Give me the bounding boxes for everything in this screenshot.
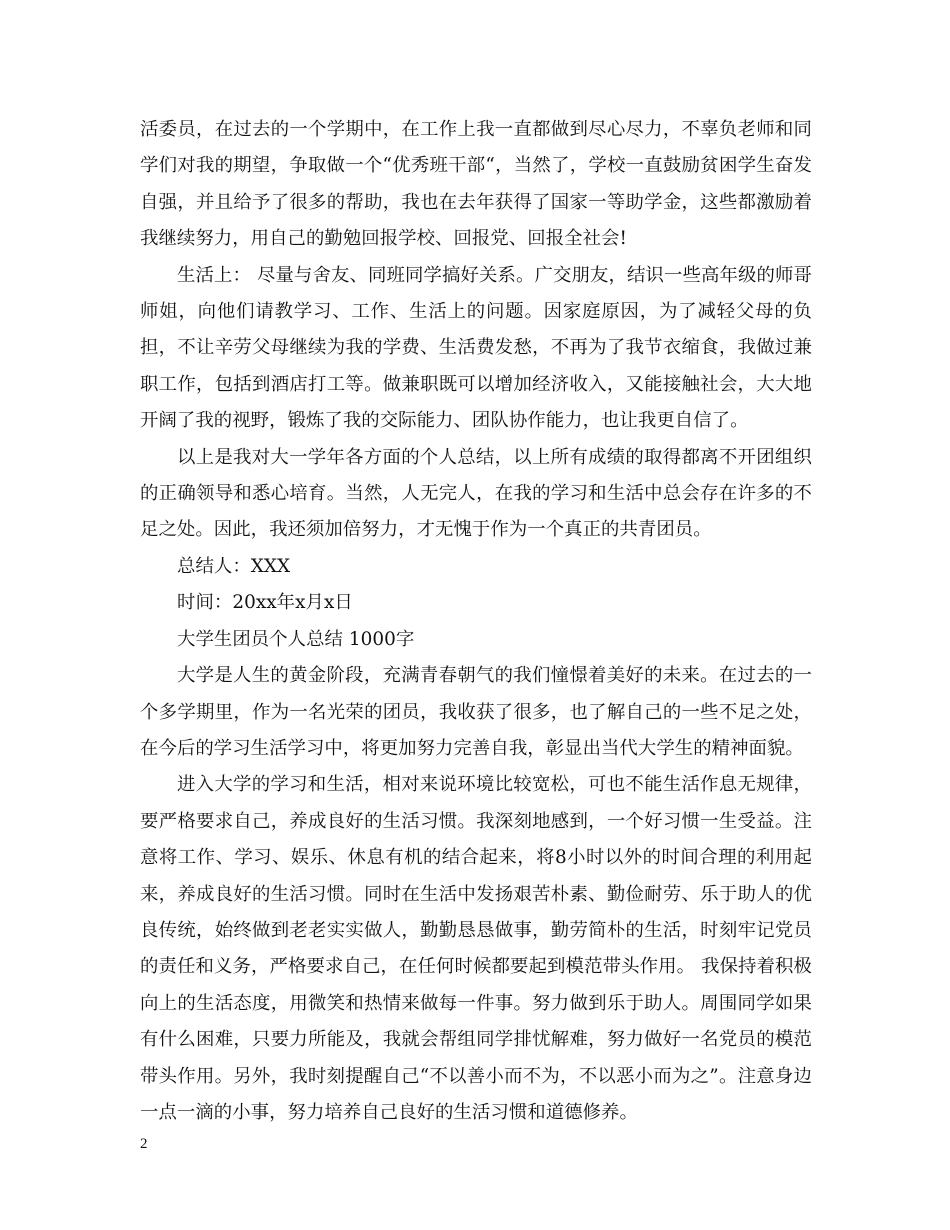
document-body: [140, 112, 812, 1131]
section-title: 大学生团员个人总结 1000字: [177, 628, 415, 650]
paragraph-life: 生活上： 尽量与舍友、同班同学搞好关系。广交朋友，结识一些高年级的师哥师姐，向他们请教学习、工作、生活上的问题。因家庭原因，为了减轻父母的负担，不让辛劳父母继续为我的学费、生活费发愁，不再为了我节衣缩食，我做过兼职工作，包括到酒店打工等。做兼职既可以增加经济收入，又能接触社会，大大地开阔了我的视野，锻炼了我的交际能力、团队协作能力，也让我更自信了。: [140, 264, 812, 432]
paragraph-conclusion: 以上是我对大一学年各方面的个人总结，以上所有成绩的取得都离不开团组织的正确领导和悉心培育。当然，人无完人，在我的学习和生活中总会存在许多的不足之处。因此，我还须加倍努力，才无愧于作为一个真正的共青团员。: [140, 446, 812, 541]
paragraph-continuation: 活委员，在过去的一个学期中，在工作上我一直都做到尽心尽力，不辜负老师和同学们对我的期望，争取做一个“优秀班干部“，当然了，学校一直鼓励贫困学生奋发自强，并且给予了很多的帮助，我也在去年获得了国家一等助学金，这些都激励着我继续努力，用自己的勤勉回报学校、回报党、回报全社会!: [140, 119, 812, 250]
date-line: 时间：20xx年x月x日: [177, 592, 353, 614]
paragraph-habits: 进入大学的学习和生活，相对来说环境比较宽松，可也不能生活作息无规律，要严格要求自己，养成良好的生活习惯。我深刻地感到，一个好习惯一生受益。注意将工作、学习、娱乐、休息有机的结合起来，将8小时以外的时间合理的利用起来，养成良好的生活习惯。同时在生活中发扬艰苦朴素、勤俭耐劳、乐于助人的优良传统，始终做到老老实实做人，勤勤恳恳做事，勤劳简朴的生活，时刻牢记党员的责任和义务，严格要求自己，在任何时候都要起到模范带头作用。 我保持着积极向上的生活态度，用微笑和热情来做每一件事。努力做到乐于助人。周围同学如果有什么困难，只要力所能及，我就会帮组同学排忧解难，努力做好一名党员的模范带头作用。另外，我时刻提醒自己“不以善小而不为，不以恶小而为之”。注意身边一点一滴的小事，努力培养自己良好的生活习惯和道德修养。: [140, 774, 812, 1123]
page-number: 2: [140, 1136, 148, 1152]
author-line: 总结人：XXX: [177, 555, 291, 577]
paragraph-intro: 大学是人生的黄金阶段，充满青春朝气的我们憧憬着美好的未来。在过去的一个多学期里，作为一名光荣的团员，我收获了很多，也了解自己的一些不足之处，在今后的学习生活学习中，将更加努力完善自我，彰显出当代大学生的精神面貌。: [140, 665, 812, 759]
